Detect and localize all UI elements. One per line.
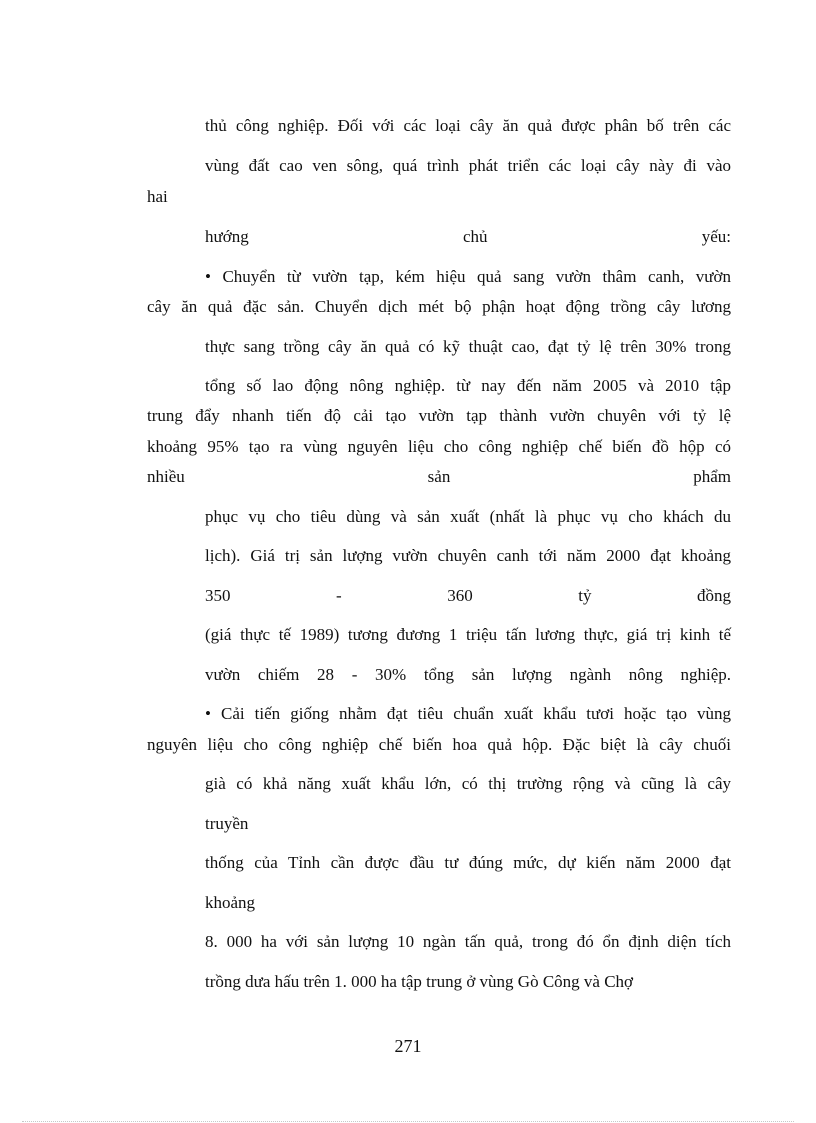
text-line: • Chuyển từ vườn tạp, kém hiệu quả sang vườn thâm canh, vườn <box>205 267 731 286</box>
text-line: hai <box>147 187 168 206</box>
page-bottom-divider <box>22 1121 794 1122</box>
text-line: 350 - 360 tỷ đồng <box>205 586 731 605</box>
page-number: 271 <box>394 1036 422 1056</box>
text-line: tổng số lao động nông nghiệp. từ nay đến năm 2005 và 2010 tập <box>205 376 731 395</box>
text-line: (giá thực tế 1989) tương đương 1 triệu tấn lương thực, giá trị kinh tế <box>205 625 731 644</box>
text-line: thực sang trồng cây ăn quả có kỹ thuật cao, đạt tỷ lệ trên 30% trong <box>205 337 731 356</box>
text-line: lịch). Giá trị sản lượng vườn chuyên canh tới năm 2000 đạt khoảng <box>205 546 731 565</box>
text-line: thống của Tỉnh cần được đầu tư đúng mức, dự kiến năm 2000 đạt <box>205 853 731 872</box>
text-line: cây ăn quả đặc sản. Chuyển dịch mét bộ phận hoạt động trồng cây lương <box>147 297 731 316</box>
text-line: vùng đất cao ven sông, quá trình phát triển các loại cây này đi vào <box>205 156 731 175</box>
text-line: hướng chủ yếu: <box>205 227 731 246</box>
text-line: trung đẩy nhanh tiến độ cải tạo vườn tạp thành vườn chuyên với tỷ lệ <box>147 406 731 425</box>
text-line: nhiều sản phẩm <box>147 467 731 486</box>
text-line: nguyên liệu cho công nghiệp chế biến hoa quả hộp. Đặc biệt là cây chuối <box>147 735 731 754</box>
text-line: vườn chiếm 28 - 30% tổng sản lượng ngành nông nghiệp. <box>205 665 731 684</box>
text-line: già có khả năng xuất khẩu lớn, có thị trường rộng và cũng là cây <box>205 774 731 793</box>
text-line: trồng dưa hấu trên 1. 000 ha tập trung ở vùng Gò Công và Chợ <box>205 972 634 991</box>
text-line: thủ công nghiệp. Đối với các loại cây ăn quả được phân bố trên các <box>205 116 731 135</box>
text-line: khoảng <box>205 893 256 912</box>
text-line: 8. 000 ha với sản lượng 10 ngàn tấn quả, trong đó ổn định diện tích <box>205 932 731 951</box>
text-line: phục vụ cho tiêu dùng và sản xuất (nhất là phục vụ cho khách du <box>205 507 731 526</box>
text-line: khoảng 95% tạo ra vùng nguyên liệu cho công nghiệp chế biến đồ hộp có <box>147 437 731 456</box>
text-line: truyền <box>205 814 249 833</box>
text-line: • Cải tiến giống nhằm đạt tiêu chuẩn xuất khẩu tươi hoặc tạo vùng <box>205 704 731 723</box>
